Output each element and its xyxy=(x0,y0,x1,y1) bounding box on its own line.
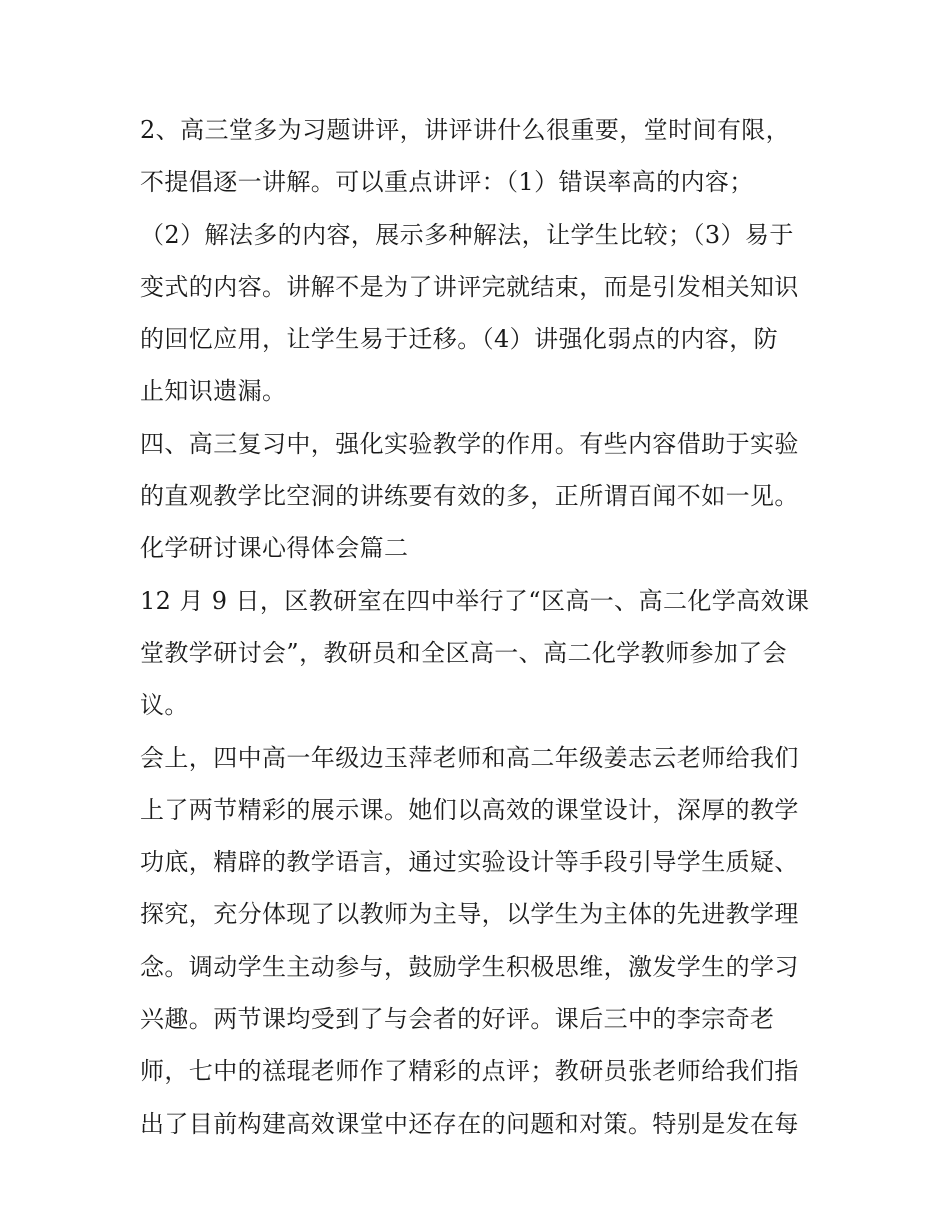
text-line: 止知识遗漏。 xyxy=(140,377,287,406)
text-line: 探究，充分体现了以教师为主导，以学生为主体的先进教学理 xyxy=(140,900,799,929)
text-line: 2、高三堂多为习题讲评，讲评讲什么很重要，堂时间有限， xyxy=(140,116,791,144)
text-line: 四、高三复习中，强化实验教学的作用。有些内容借助于实验 xyxy=(140,429,799,458)
body-text xyxy=(140,104,820,1150)
text-line: 上了两节精彩的展示课。她们以高效的课堂设计，深厚的教学 xyxy=(140,795,799,824)
text-line: 的直观教学比空洞的讲练要有效的多，正所谓百闻不如一见。 xyxy=(140,482,799,511)
text-line: 堂教学研讨会”，教研员和全区高一、高二化学教师参加了会 xyxy=(140,638,788,667)
section-heading: 化学研讨课心得体会篇二 xyxy=(140,534,409,563)
text-line: 师，七中的禚琨老师作了精彩的点评；教研员张老师给我们指 xyxy=(140,1057,799,1086)
text-line: 会上，四中高一年级边玉萍老师和高二年级姜志云老师给我们 xyxy=(140,743,799,772)
text-line: 不提倡逐一讲解。可以重点讲评：（1）错误率高的内容； xyxy=(140,168,754,197)
text-line: 12 月 9 日，区教研室在四中举行了“区高一、高二化学高效课 xyxy=(140,586,810,615)
text-line: 变式的内容。讲解不是为了讲评完就结束，而是引发相关知识 xyxy=(140,272,799,301)
text-line: 兴趣。两节课均受到了与会者的好评。课后三中的李宗奇老 xyxy=(140,1005,775,1034)
text-line: 的回忆应用，让学生易于迁移。（4）讲强化弱点的内容，防 xyxy=(140,325,779,354)
text-line: 出了目前构建高效课堂中还存在的问题和对策。特别是发在每 xyxy=(140,1109,799,1138)
text-line: 议。 xyxy=(140,691,189,720)
text-line: （2）解法多的内容，展示多种解法，让学生比较；（3）易于 xyxy=(140,220,794,249)
text-line: 念。调动学生主动参与，鼓励学生积极思维，激发学生的学习 xyxy=(140,952,799,981)
text-line: 功底，精辟的教学语言，通过实验设计等手段引导学生质疑、 xyxy=(140,848,799,877)
